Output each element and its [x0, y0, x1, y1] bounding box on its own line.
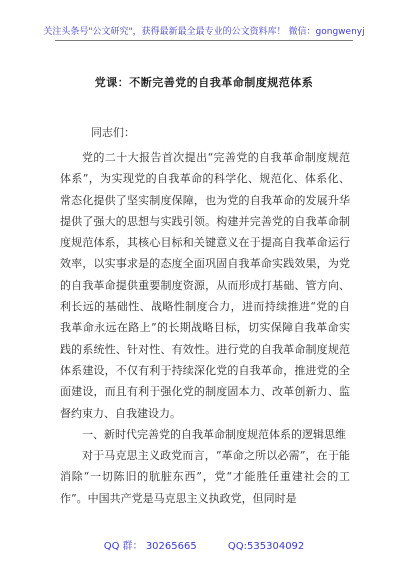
- qq-number: QQ:535304092: [227, 541, 305, 552]
- header-promo-note: 关注头条号"公文研究"，获得最新最全最专业的公文资料库！ 微信：gongwenyj: [43, 27, 365, 37]
- section-heading: 一、新时代完善党的自我革命制度规范体系的逻辑思维: [82, 427, 346, 441]
- document-title: 党课：不断完善党的自我革命制度规范体系: [94, 76, 314, 89]
- body-paragraph: 党的二十大报告首次提出“完善党的自我革命制度规范体系”，为实现党的自我革命的科学化、规范化、体系化、常态化提供了坚实制度保障，也为党的自我革命的发展升华提供了强大的思想与实践引领。构建并完善党的自我革命制度规范体系，其核心目标和关键意义在于提高自我革命运行效率，以实事求是的态度全面巩固自我革命实践效果，为党的自我革命提供重要制度资源，从而形成打基础、管方向、利长远的基础性、战略性制度合力，进而持续推进“党的自我革命永远在路上”的长期战略目标，切实保障自我革命实践的系统性、针对性、有效性。进行党的自我革命制度规范体系建设，不仅有利于持续深化党的自我革命，推进党的全面建设，而且有利于强化党的制度固本力、改革创新力、监督约束力、自我建设力。: [60, 151, 350, 420]
- document-body: [60, 147, 350, 509]
- body-paragraph: 对于马克思主义政党而言，“革命之所以必需”，在于能消除“一切陈旧的肮脏东西”，党“才能胜任重建社会的工作”。中国共产党是马克思主义执政党，但同时是: [60, 449, 350, 505]
- salutation: 同志们：: [91, 126, 135, 139]
- header-divider: [55, 40, 353, 41]
- footer-contact: [0, 537, 408, 552]
- qq-group-number: QQ 群： 30265665: [103, 541, 197, 552]
